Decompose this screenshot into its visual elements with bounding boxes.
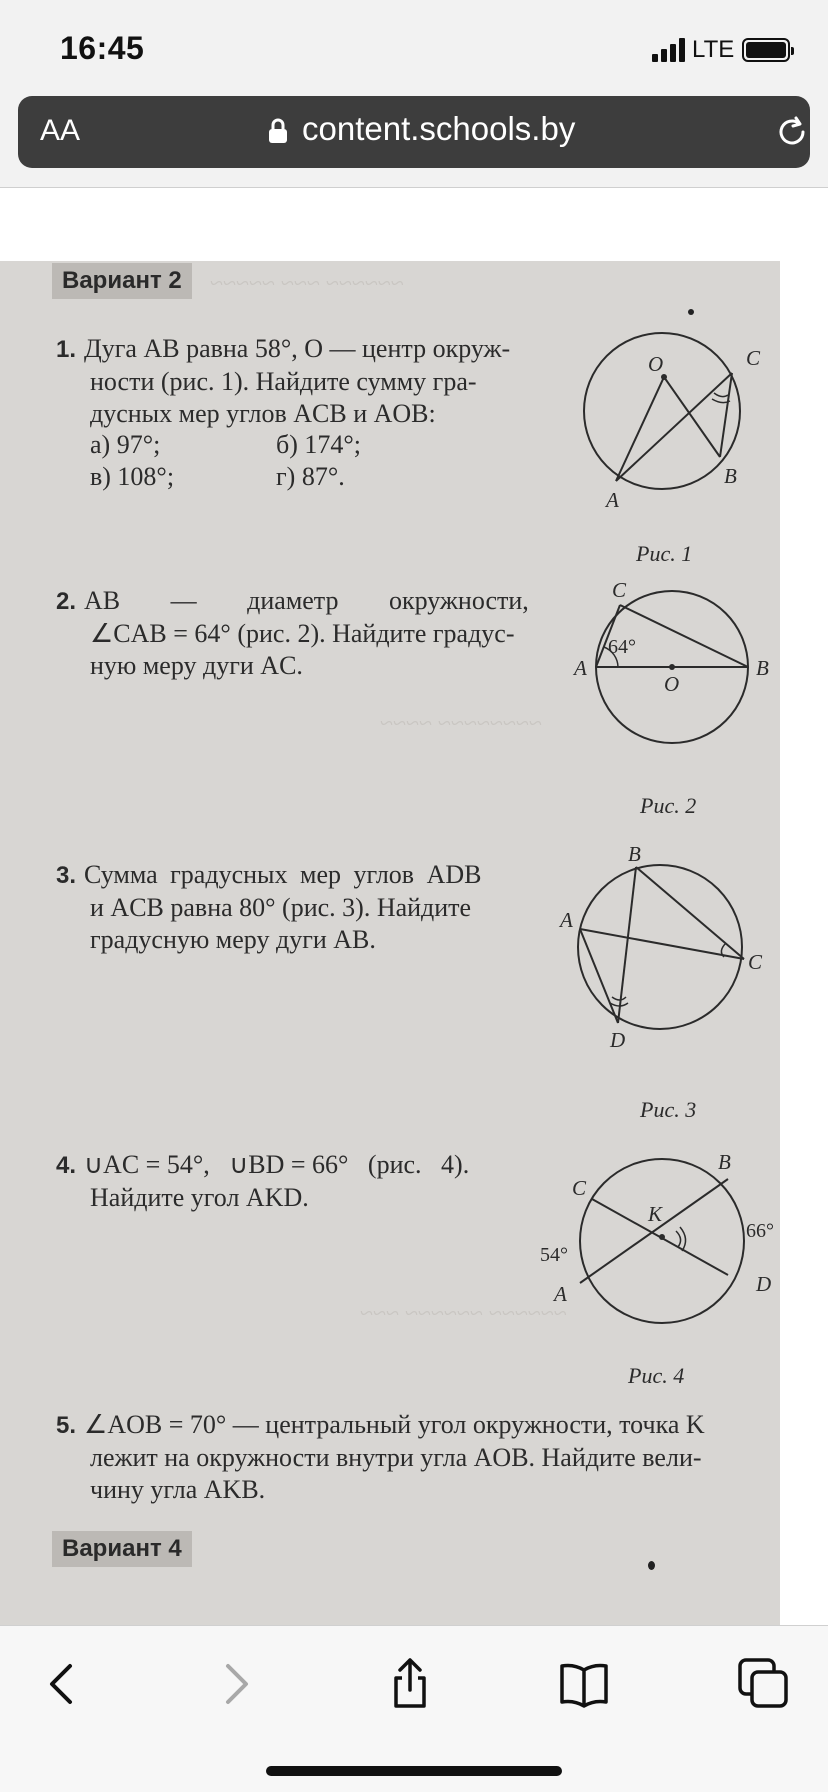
answer-option: а) 97°; xyxy=(90,430,161,459)
point-label: C xyxy=(746,346,761,370)
task-4 xyxy=(56,1149,469,1214)
task-5 xyxy=(56,1409,705,1506)
point-label: A xyxy=(554,1282,567,1306)
figure-caption: Рис. 2 xyxy=(640,793,697,818)
task-number: 1. xyxy=(56,336,77,363)
task-1 xyxy=(56,333,510,430)
point-label: D xyxy=(610,1028,626,1052)
point-label: O xyxy=(664,672,680,696)
home-indicator xyxy=(266,1766,562,1776)
text-size-button[interactable] xyxy=(40,114,80,148)
bleed-through-decoration: ~~~~~~~~ ~~~~ xyxy=(380,711,542,737)
point-label: C xyxy=(572,1176,587,1200)
task-text-line: Сумма градусных мер углов ADB xyxy=(84,860,482,889)
chevron-right-icon[interactable] xyxy=(208,1656,264,1712)
variant-heading: Вариант 2 xyxy=(52,263,192,299)
network-type: LTE xyxy=(692,36,735,63)
point-label: A xyxy=(606,488,619,512)
browser-address-area xyxy=(0,94,828,188)
lock-icon xyxy=(268,118,288,144)
arc-label: 66° xyxy=(746,1220,774,1242)
point-label: A xyxy=(560,908,573,932)
bookmarks-icon[interactable] xyxy=(556,1656,612,1712)
task-text-line: ности (рис. 1). Найдите сумму гра- xyxy=(90,367,477,396)
task-text-line: ∪AC = 54°, ∪BD = 66° (рис. 4). xyxy=(84,1150,470,1179)
task-number: 2. xyxy=(56,588,77,615)
angle-label: 64° xyxy=(608,636,636,658)
reload-icon[interactable] xyxy=(774,114,810,150)
point-label: B xyxy=(628,847,641,866)
web-page-content[interactable] xyxy=(0,189,828,1625)
figure-4 xyxy=(530,1141,780,1341)
address-bar[interactable] xyxy=(18,96,810,168)
variant-heading: Вариант 4 xyxy=(52,1531,192,1567)
bleed-through-decoration: ~~~~~~ ~~~ ~~~~~ xyxy=(210,271,404,297)
url-text[interactable]: content.schools.by xyxy=(302,110,576,147)
cellular-signal-icon xyxy=(652,38,688,62)
scan-speck-decoration xyxy=(648,1561,655,1570)
task-text-line: ную меру дуги AC. xyxy=(90,651,303,680)
figure-caption: Рис. 4 xyxy=(628,1363,685,1388)
chevron-left-icon[interactable] xyxy=(34,1656,90,1712)
point-label: A xyxy=(574,656,587,680)
browser-toolbar xyxy=(0,1625,828,1792)
task-text-line: ∠AOB = 70° — центральный угол окружности, точка K xyxy=(84,1410,705,1439)
point-label: O xyxy=(648,352,664,376)
status-time: 16:45 xyxy=(60,30,145,66)
figure-caption: Рис. 1 xyxy=(636,541,693,566)
task-text-line: AB — диаметр окружности, xyxy=(84,586,529,615)
task-text-line: чину угла AKB. xyxy=(90,1475,266,1504)
task-text-line: лежит на окружности внутри угла AOB. Найдите вели- xyxy=(90,1443,702,1472)
point-label: D xyxy=(756,1272,772,1296)
point-label: K xyxy=(648,1202,663,1226)
task-3 xyxy=(56,859,481,956)
bleed-through-decoration: ~~~~~~ ~~~~~~ ~~~ xyxy=(360,1301,567,1327)
point-label: C xyxy=(612,579,627,602)
point-label: B xyxy=(724,464,737,488)
point-label: C xyxy=(748,950,763,974)
battery-icon xyxy=(742,38,790,62)
scanned-page-image xyxy=(0,261,780,1625)
task-number: 4. xyxy=(56,1152,77,1179)
scan-speck-decoration xyxy=(688,309,694,315)
task-text-line: ∠CAB = 64° (рис. 2). Найдите градус- xyxy=(90,619,515,648)
task-number: 3. xyxy=(56,862,77,889)
task-text-line: Дуга AB равна 58°, O — центр окруж- xyxy=(84,334,511,363)
task-text-line: Найдите угол AKD. xyxy=(90,1183,309,1212)
task-text-line: дусных мер углов ACB и AOB: xyxy=(90,399,436,428)
figure-3 xyxy=(556,847,780,1057)
task-number: 5. xyxy=(56,1412,77,1439)
task-2 xyxy=(56,585,529,682)
share-icon[interactable] xyxy=(382,1656,438,1712)
text-size-label: AA xyxy=(40,114,81,147)
task-text-line: и ACB равна 80° (рис. 3). Найдите xyxy=(90,893,472,922)
page-margin xyxy=(780,261,828,1625)
answer-option: г) 87°. xyxy=(276,462,345,491)
status-bar xyxy=(0,0,828,94)
point-label: B xyxy=(756,656,769,680)
tabs-icon[interactable] xyxy=(736,1656,792,1712)
figure-2 xyxy=(556,579,780,759)
answer-option: б) 174°; xyxy=(276,430,362,459)
answer-option: в) 108°; xyxy=(90,462,175,491)
arc-label: 54° xyxy=(540,1244,568,1266)
point-label: B xyxy=(718,1150,731,1174)
figure-caption: Рис. 3 xyxy=(640,1097,697,1122)
figure-1 xyxy=(570,321,770,521)
task-text-line: градусную меру дуги AB. xyxy=(90,925,376,954)
